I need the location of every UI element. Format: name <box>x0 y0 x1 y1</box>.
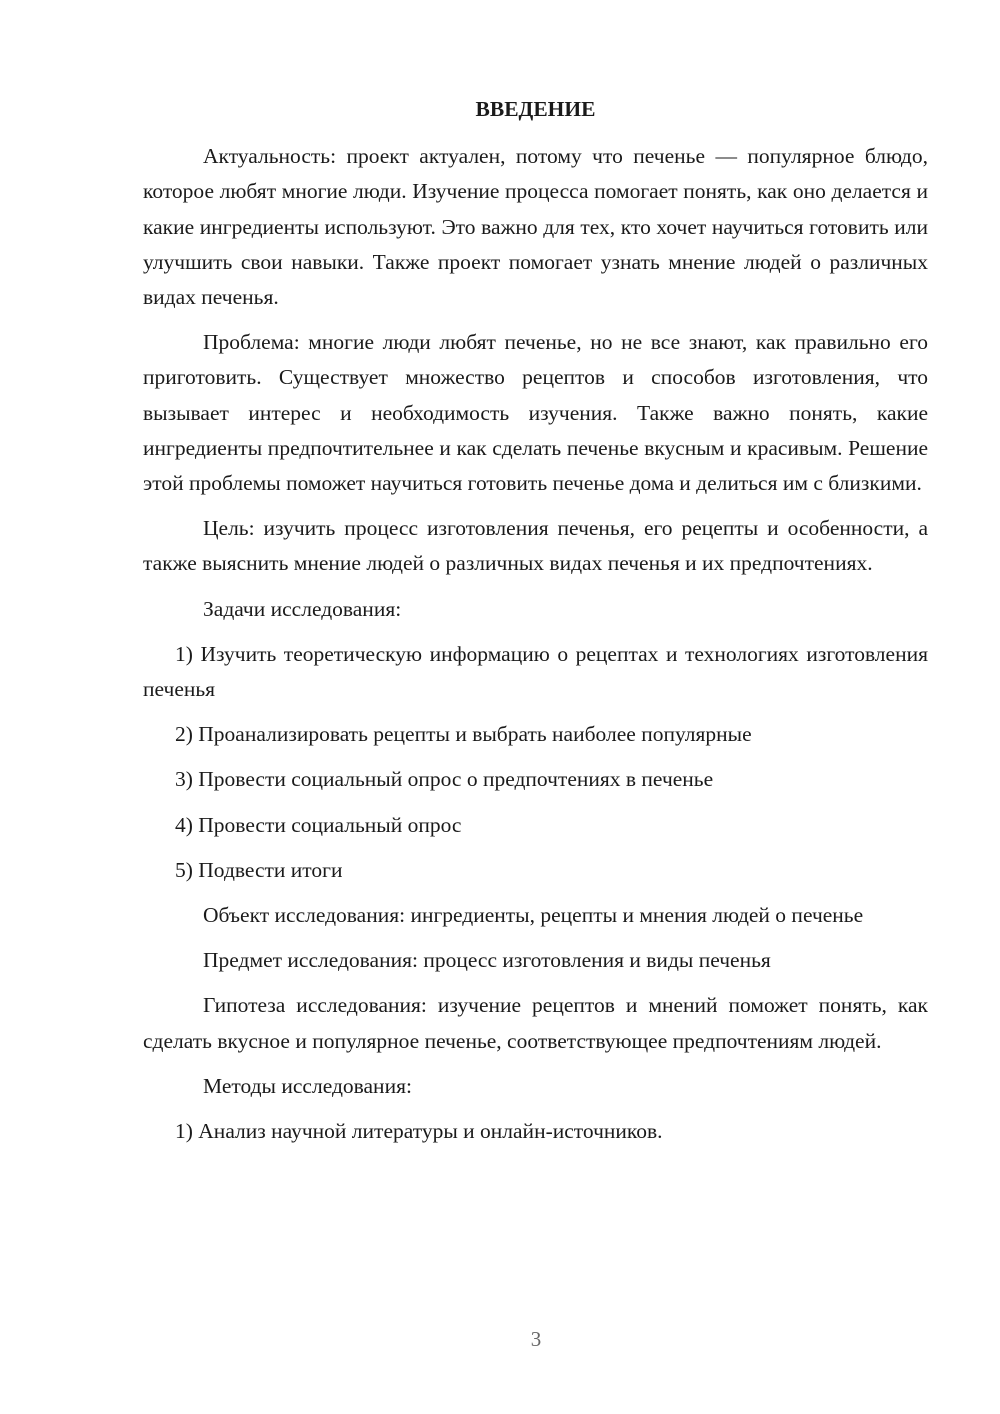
task-item-1: 1) Изучить теоретическую информацию о рецептах и технологиях изготовления печенья <box>143 641 928 702</box>
page-content <box>143 92 928 1149</box>
relevance-paragraph: Актуальность: проект актуален, потому что печенье — популярное блюдо, которое любят многие люди. Изучение процесса помогает понять, как оно делается и какие ингредиенты используют. Это важно для тех, кто хочет научиться готовить или улучшить свои навыки. Также проект помогает узнать мнение людей о различных видах печенья. <box>143 144 928 310</box>
task-item-5: 5) Подвести итоги <box>175 857 343 882</box>
object-paragraph: Объект исследования: ингредиенты, рецепты и мнения людей о печенье <box>203 903 864 928</box>
methods-heading: Методы исследования: <box>203 1073 412 1098</box>
method-item-1: 1) Анализ научной литературы и онлайн-источников. <box>175 1119 663 1144</box>
page-number: 3 <box>530 1327 542 1351</box>
page-title: ВВЕДЕНИЕ <box>475 97 596 121</box>
tasks-heading: Задачи исследования: <box>203 596 402 621</box>
problem-paragraph: Проблема: многие люди любят печенье, но не все знают, как правильно его приготовить. Существует множество рецептов и способов изготовления, что вызывает интерес и необходимость изучения. Также важно понять, какие ингредиенты предпочтительнее и как сделать печенье вкусным и красивым. Решение этой проблемы поможет научиться готовить печенье дома и делиться им с близкими. <box>143 330 928 496</box>
subject-paragraph: Предмет исследования: процесс изготовления и виды печенья <box>203 948 771 973</box>
hypothesis-paragraph: Гипотеза исследования: изучение рецептов и мнений поможет понять, как сделать вкусное и популярное печенье, соответствующее предпочтениям людей. <box>143 993 928 1053</box>
task-item-4: 4) Провести социальный опрос <box>175 812 462 837</box>
task-item-2: 2) Проанализировать рецепты и выбрать наиболее популярные <box>175 722 752 747</box>
task-item-3: 3) Провести социальный опрос о предпочтениях в печенье <box>175 767 714 792</box>
goal-paragraph: Цель: изучить процесс изготовления печенья, его рецепты и особенности, а также выяснить мнение людей о различных видах печенья и их предпочтениях. <box>143 516 928 576</box>
